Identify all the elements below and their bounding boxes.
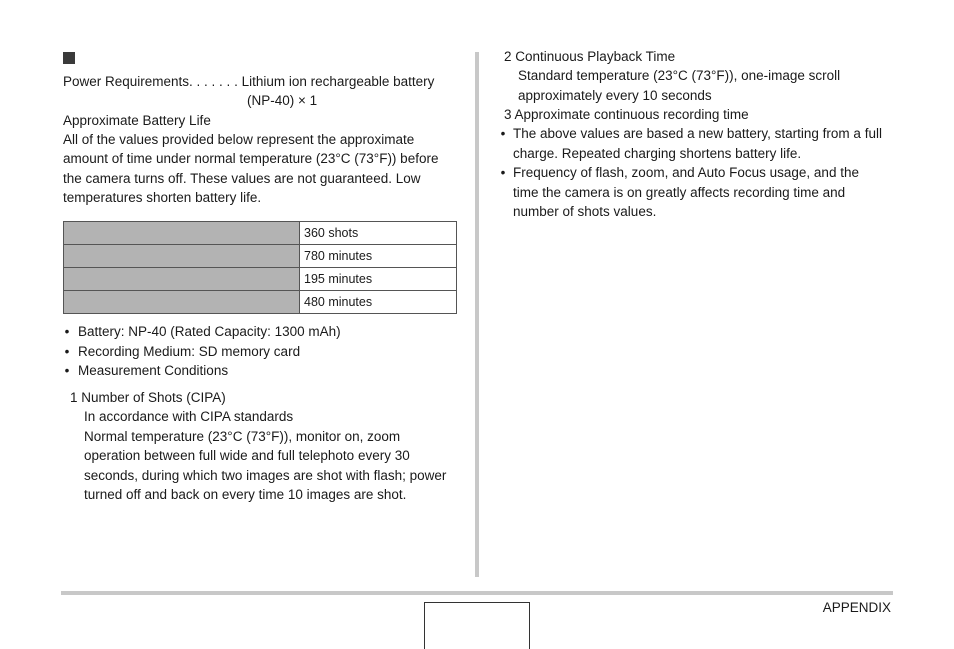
note-line: Standard temperature (23°C (73°F)), one-image scroll (518, 68, 841, 83)
bullet-icon: • (64, 324, 70, 339)
intro-line: temperatures shorten battery life. (63, 190, 262, 205)
bullet-icon: • (64, 344, 70, 359)
power-requirements: Power Requirements. . . . . . . Lithium ion rechargeable battery (63, 74, 435, 89)
battery-life-table (63, 221, 457, 314)
note-line: approximately every 10 seconds (518, 88, 712, 103)
column-divider (475, 52, 479, 577)
footer-section-label: APPENDIX (822, 600, 891, 615)
table-label-cell (64, 291, 300, 314)
table-label-cell (64, 222, 300, 245)
table-value-cell: 195 minutes (300, 268, 457, 291)
bullet-item: Battery: NP-40 (Rated Capacity: 1300 mAh) (78, 324, 341, 339)
table-label-cell (64, 268, 300, 291)
battery-life-title: Approximate Battery Life (63, 113, 211, 128)
note-line: In accordance with CIPA standards (84, 409, 294, 424)
bullet-item-cont: number of shots values. (513, 204, 657, 219)
power-requirements-cont: (NP-40) × 1 (247, 93, 318, 108)
intro-line: amount of time under normal temperature (23°C (73°F)) before (63, 151, 439, 166)
table-row (64, 291, 457, 314)
note-heading: 2 Continuous Playback Time (504, 49, 676, 64)
table-value-cell: 480 minutes (300, 291, 457, 314)
note-line: seconds, during which two images are shot with flash; power (84, 468, 447, 483)
bullet-item-cont: time the camera is on greatly affects recording time and (513, 185, 846, 200)
note-heading: 1 Number of Shots (CIPA) (70, 390, 226, 405)
table-row (64, 222, 457, 245)
bullet-item-cont: charge. Repeated charging shortens battery life. (513, 146, 802, 161)
table-label-cell (64, 245, 300, 268)
note-heading: 3 Approximate continuous recording time (504, 107, 749, 122)
bullet-icon: • (64, 363, 70, 378)
note-line: Normal temperature (23°C (73°F)), monitor on, zoom (84, 429, 401, 444)
bullet-icon: • (500, 126, 506, 141)
bullet-item: Measurement Conditions (78, 363, 229, 378)
page-number-box (424, 602, 530, 649)
table-row (64, 245, 457, 268)
intro-line: the camera turns off. These values are not guaranteed. Low (63, 171, 421, 186)
bullet-item: Frequency of flash, zoom, and Auto Focus usage, and the (513, 165, 859, 180)
table-value-cell: 360 shots (300, 222, 457, 245)
bullet-item: Recording Medium: SD memory card (78, 344, 301, 359)
footer-divider (61, 591, 893, 595)
note-line: turned off and back on every time 10 images are shot. (84, 487, 407, 502)
bullet-item: The above values are based a new battery, starting from a full (513, 126, 882, 141)
table-row (64, 268, 457, 291)
bullet-icon: • (500, 165, 506, 180)
table-value-cell: 780 minutes (300, 245, 457, 268)
note-line: operation between full wide and full telephoto every 30 (84, 448, 410, 463)
intro-line: All of the values provided below represent the approximate (63, 132, 415, 147)
section-marker (63, 52, 75, 64)
